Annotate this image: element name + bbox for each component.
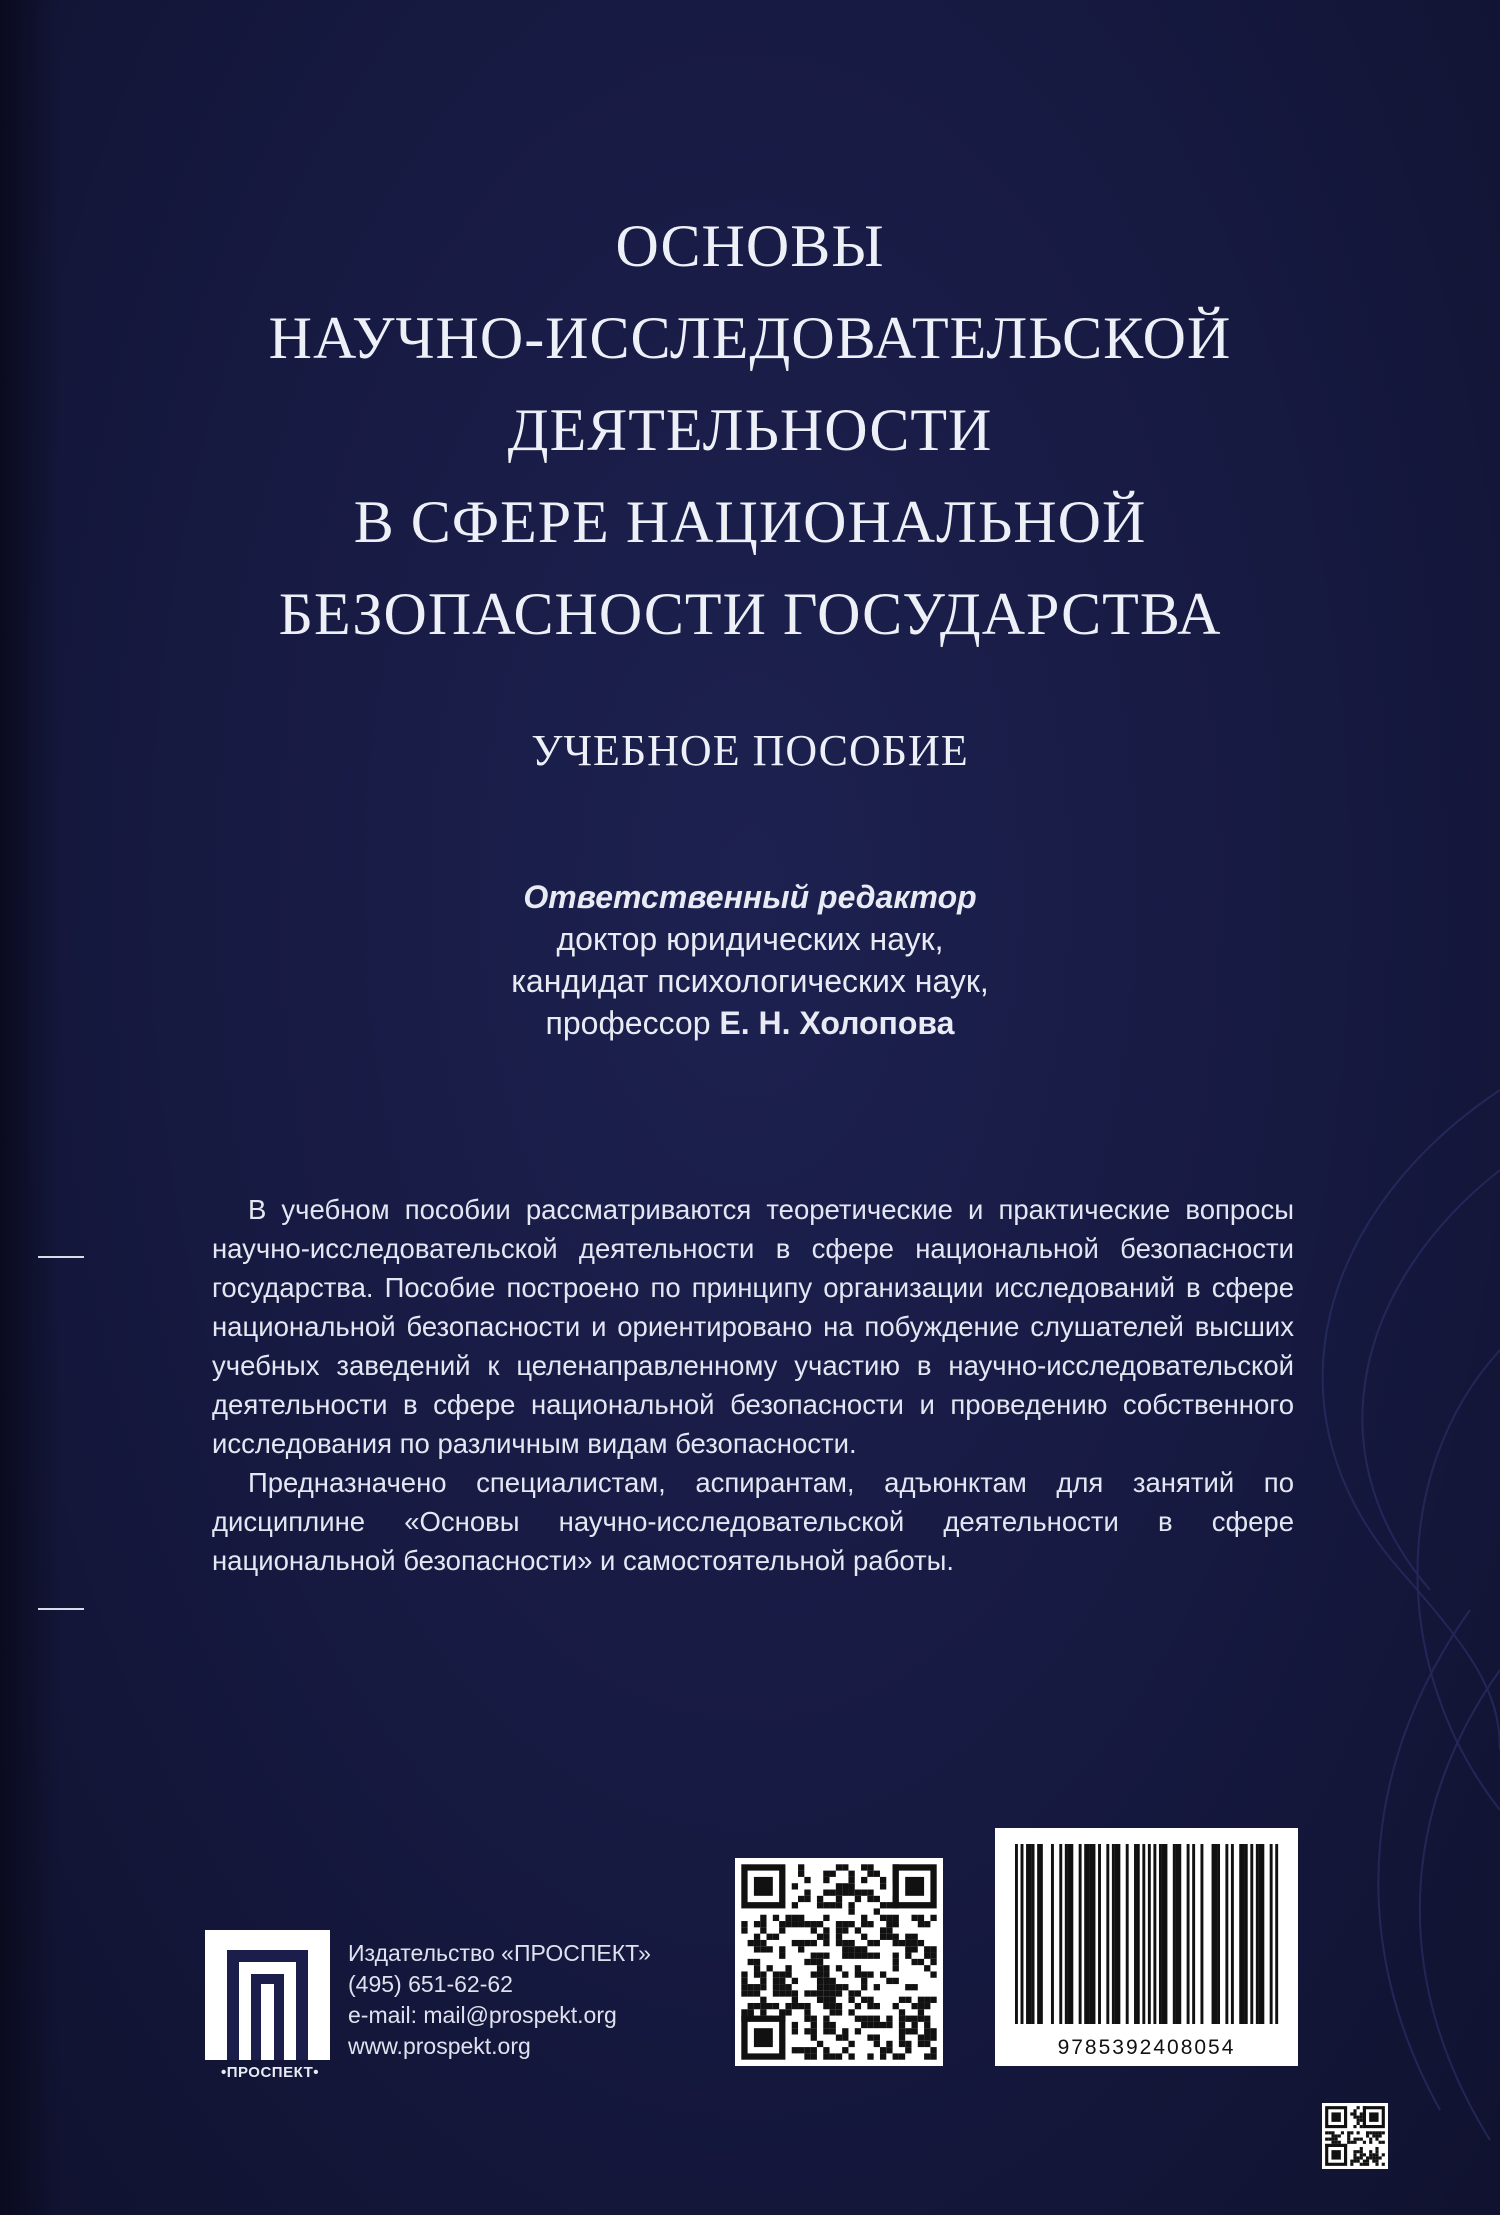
publisher-email: e-mail: mail@prospekt.org [348,2002,617,2028]
editor-name-line [250,1002,1250,1044]
editor-name: Е. Н. Холопова [719,1005,955,1041]
book-subtitle: УЧЕБНОЕ ПОСОБИЕ [531,726,969,775]
title-line-5: БЕЗОПАСНОСТИ ГОСУДАРСТВА [278,581,1222,647]
margin-mark-top [38,1256,84,1258]
book-title [150,200,1350,660]
title-line-2: НАУЧНО-ИССЛЕДОВАТЕЛЬСКОЙ [268,305,1232,371]
spine-shadow [0,0,60,2215]
logo-caption: •ПРОСПЕКТ• [220,2064,320,2081]
editor-role: Ответственный редактор [523,879,977,915]
title-line-3: ДЕЯТЕЛЬНОСТИ [507,397,993,463]
small-qr-code-icon [1322,2103,1388,2169]
publisher-info [348,1938,748,2062]
qr-code-icon [735,1858,943,2066]
isbn-number: 9785392408054 [1057,2036,1236,2059]
annotation-paragraph-1: В учебном пособии рассматриваются теоретические и практические вопросы научно-исследовательской деятельности в сфере национальной безопасности государства. Пособие построено по принципу организации исследований в сфере национальной безопасности и ориентировано на побуждение слушателей высших учебных заведений к целенаправленному участию в научно-исследовательской деятельности в сфере национальной безопасности и проведению собственного исследования по различным видам безопасности. [212,1194,1294,1459]
editor-block [250,876,1250,1044]
editor-title: профессор [545,1005,711,1041]
isbn-barcode [995,1828,1298,2066]
margin-mark-bottom [38,1608,84,1610]
title-line-1: ОСНОВЫ [615,213,885,279]
editor-degree-2: кандидат психологических наук, [511,963,989,999]
annotation-text [212,1190,1294,1580]
prospekt-logo-icon [205,1930,330,2060]
publisher-website: www.prospekt.org [348,2033,531,2059]
annotation-paragraph-2: Предназначено специалистам, аспирантам, адъюнктам для занятий по дисциплине «Основы научно-исследовательской деятельности в сфере национальной безопасности» и самостоятельной работы. [212,1467,1294,1576]
editor-degree-1: доктор юридических наук, [556,921,944,957]
title-line-4: В СФЕРЕ НАЦИОНАЛЬНОЙ [353,489,1147,555]
publisher-name: Издательство «ПРОСПЕКТ» [348,1940,651,1966]
publisher-phone: (495) 651-62-62 [348,1971,513,1997]
